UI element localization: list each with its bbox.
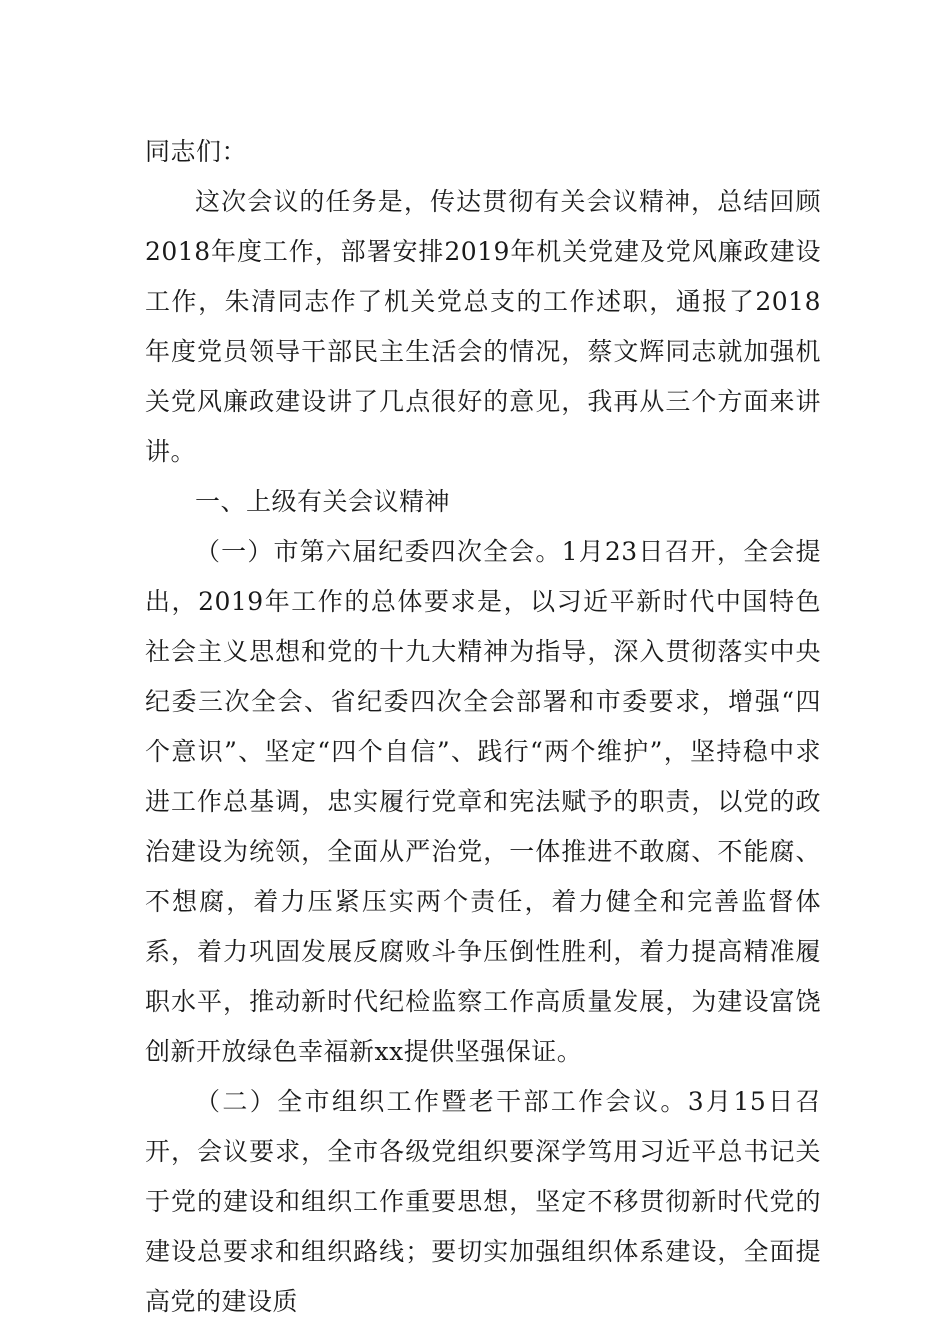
paragraph-item-2: （二）全市组织工作暨老干部工作会议。3月15日召开，会议要求，全市各级党组织要深学笃用习近平总书记关于党的建设和组织工作重要思想，坚定不移贯彻新时代党的建设总要求和组织路线；要切实加强组织体系建设，全面提高党的建设质 xyxy=(145,1087,821,1316)
salutation: 同志们： xyxy=(145,137,248,166)
document-body xyxy=(145,127,821,1327)
section-heading: 一、上级有关会议精神 xyxy=(195,487,451,516)
paragraph-intro: 这次会议的任务是，传达贯彻有关会议精神，总结回顾2018年度工作，部署安排2019年机关党建及党风廉政建设工作，朱清同志作了机关党总支的工作述职，通报了2018年度党员领导干部民主生活会的情况，蔡文辉同志就加强机关党风廉政建设讲了几点很好的意见，我再从三个方面来讲讲。 xyxy=(145,187,821,466)
paragraph-item-1: （一）市第六届纪委四次全会。1月23日召开，全会提出，2019年工作的总体要求是，以习近平新时代中国特色社会主义思想和党的十九大精神为指导，深入贯彻落实中央纪委三次全会、省纪委四次全会部署和市委要求，增强“四个意识”、坚定“四个自信”、践行“两个维护”，坚持稳中求进工作总基调，忠实履行党章和宪法赋予的职责，以党的政治建设为统领，全面从严治党，一体推进不敢腐、不能腐、不想腐，着力压紧压实两个责任，着力健全和完善监督体系，着力巩固发展反腐败斗争压倒性胜利，着力提高精准履职水平，推动新时代纪检监察工作高质量发展，为建设富饶创新开放绿色幸福新xx提供坚强保证。 xyxy=(145,537,821,1066)
